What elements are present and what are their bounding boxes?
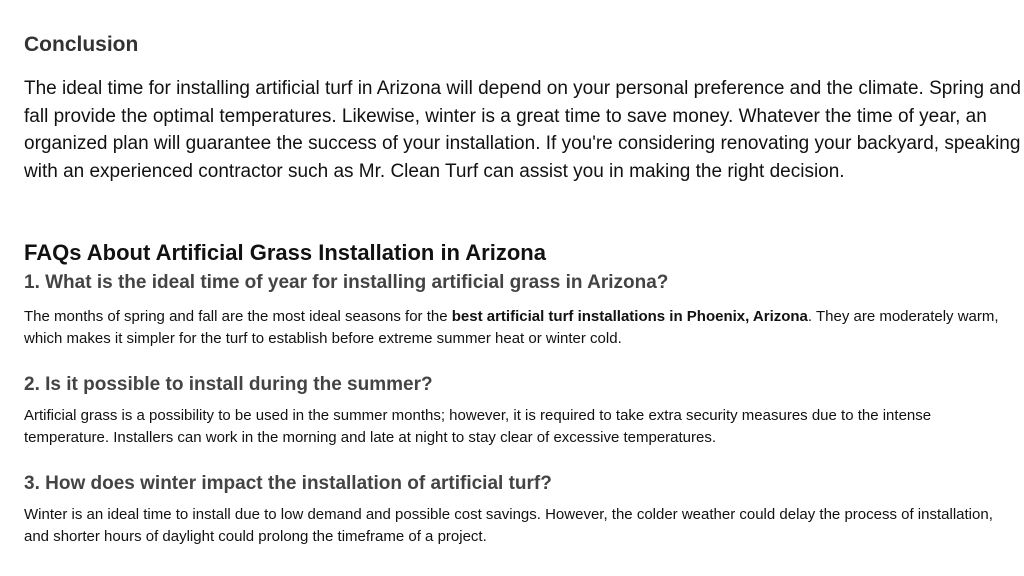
conclusion-heading: Conclusion — [24, 33, 139, 56]
faq-question-3: 3. How does winter impact the installation of artificial turf? — [24, 473, 552, 494]
faq-answer-1 — [24, 306, 1014, 349]
faq-heading: FAQs About Artificial Grass Installation in Arizona — [24, 240, 546, 265]
faq-answer-2: Artificial grass is a possibility to be used in the summer months; however, it is required to take extra security measures due to the intense temperature. Installers can work in the morning and late at night to stay clear of excessive temperatures. — [24, 407, 932, 446]
conclusion-paragraph: The ideal time for installing artificial turf in Arizona will depend on your personal preference and the climate. Spring and fall provide the optimal temperatures. Likewise, winter is a great time to save money. Whatever the time of year, an organized plan will guarantee the success of your installation. If you're considering renovating your backyard, speaking with an experienced contractor such as Mr. Clean Turf can assist you in making the right decision. — [24, 78, 1021, 182]
faq-answer-3: Winter is an ideal time to install due to low demand and possible cost savings. However, the colder weather could delay the process of installation, and shorter hours of daylight could prolong the timeframe of a project. — [24, 506, 993, 545]
faq-answer-1-text-after: . They are moderately warm, which makes it simpler for the turf to establish before extreme summer heat or winter cold. — [24, 308, 999, 347]
faq-question-1: 1. What is the ideal time of year for installing artificial grass in Arizona? — [24, 272, 669, 293]
faq-answer-1-highlight: best artificial turf installations in Phoenix, Arizona — [451, 308, 808, 325]
faq-answer-1-text-before: The months of spring and fall are the most ideal seasons for the — [24, 308, 452, 325]
faq-question-2: 2. Is it possible to install during the summer? — [24, 374, 433, 395]
